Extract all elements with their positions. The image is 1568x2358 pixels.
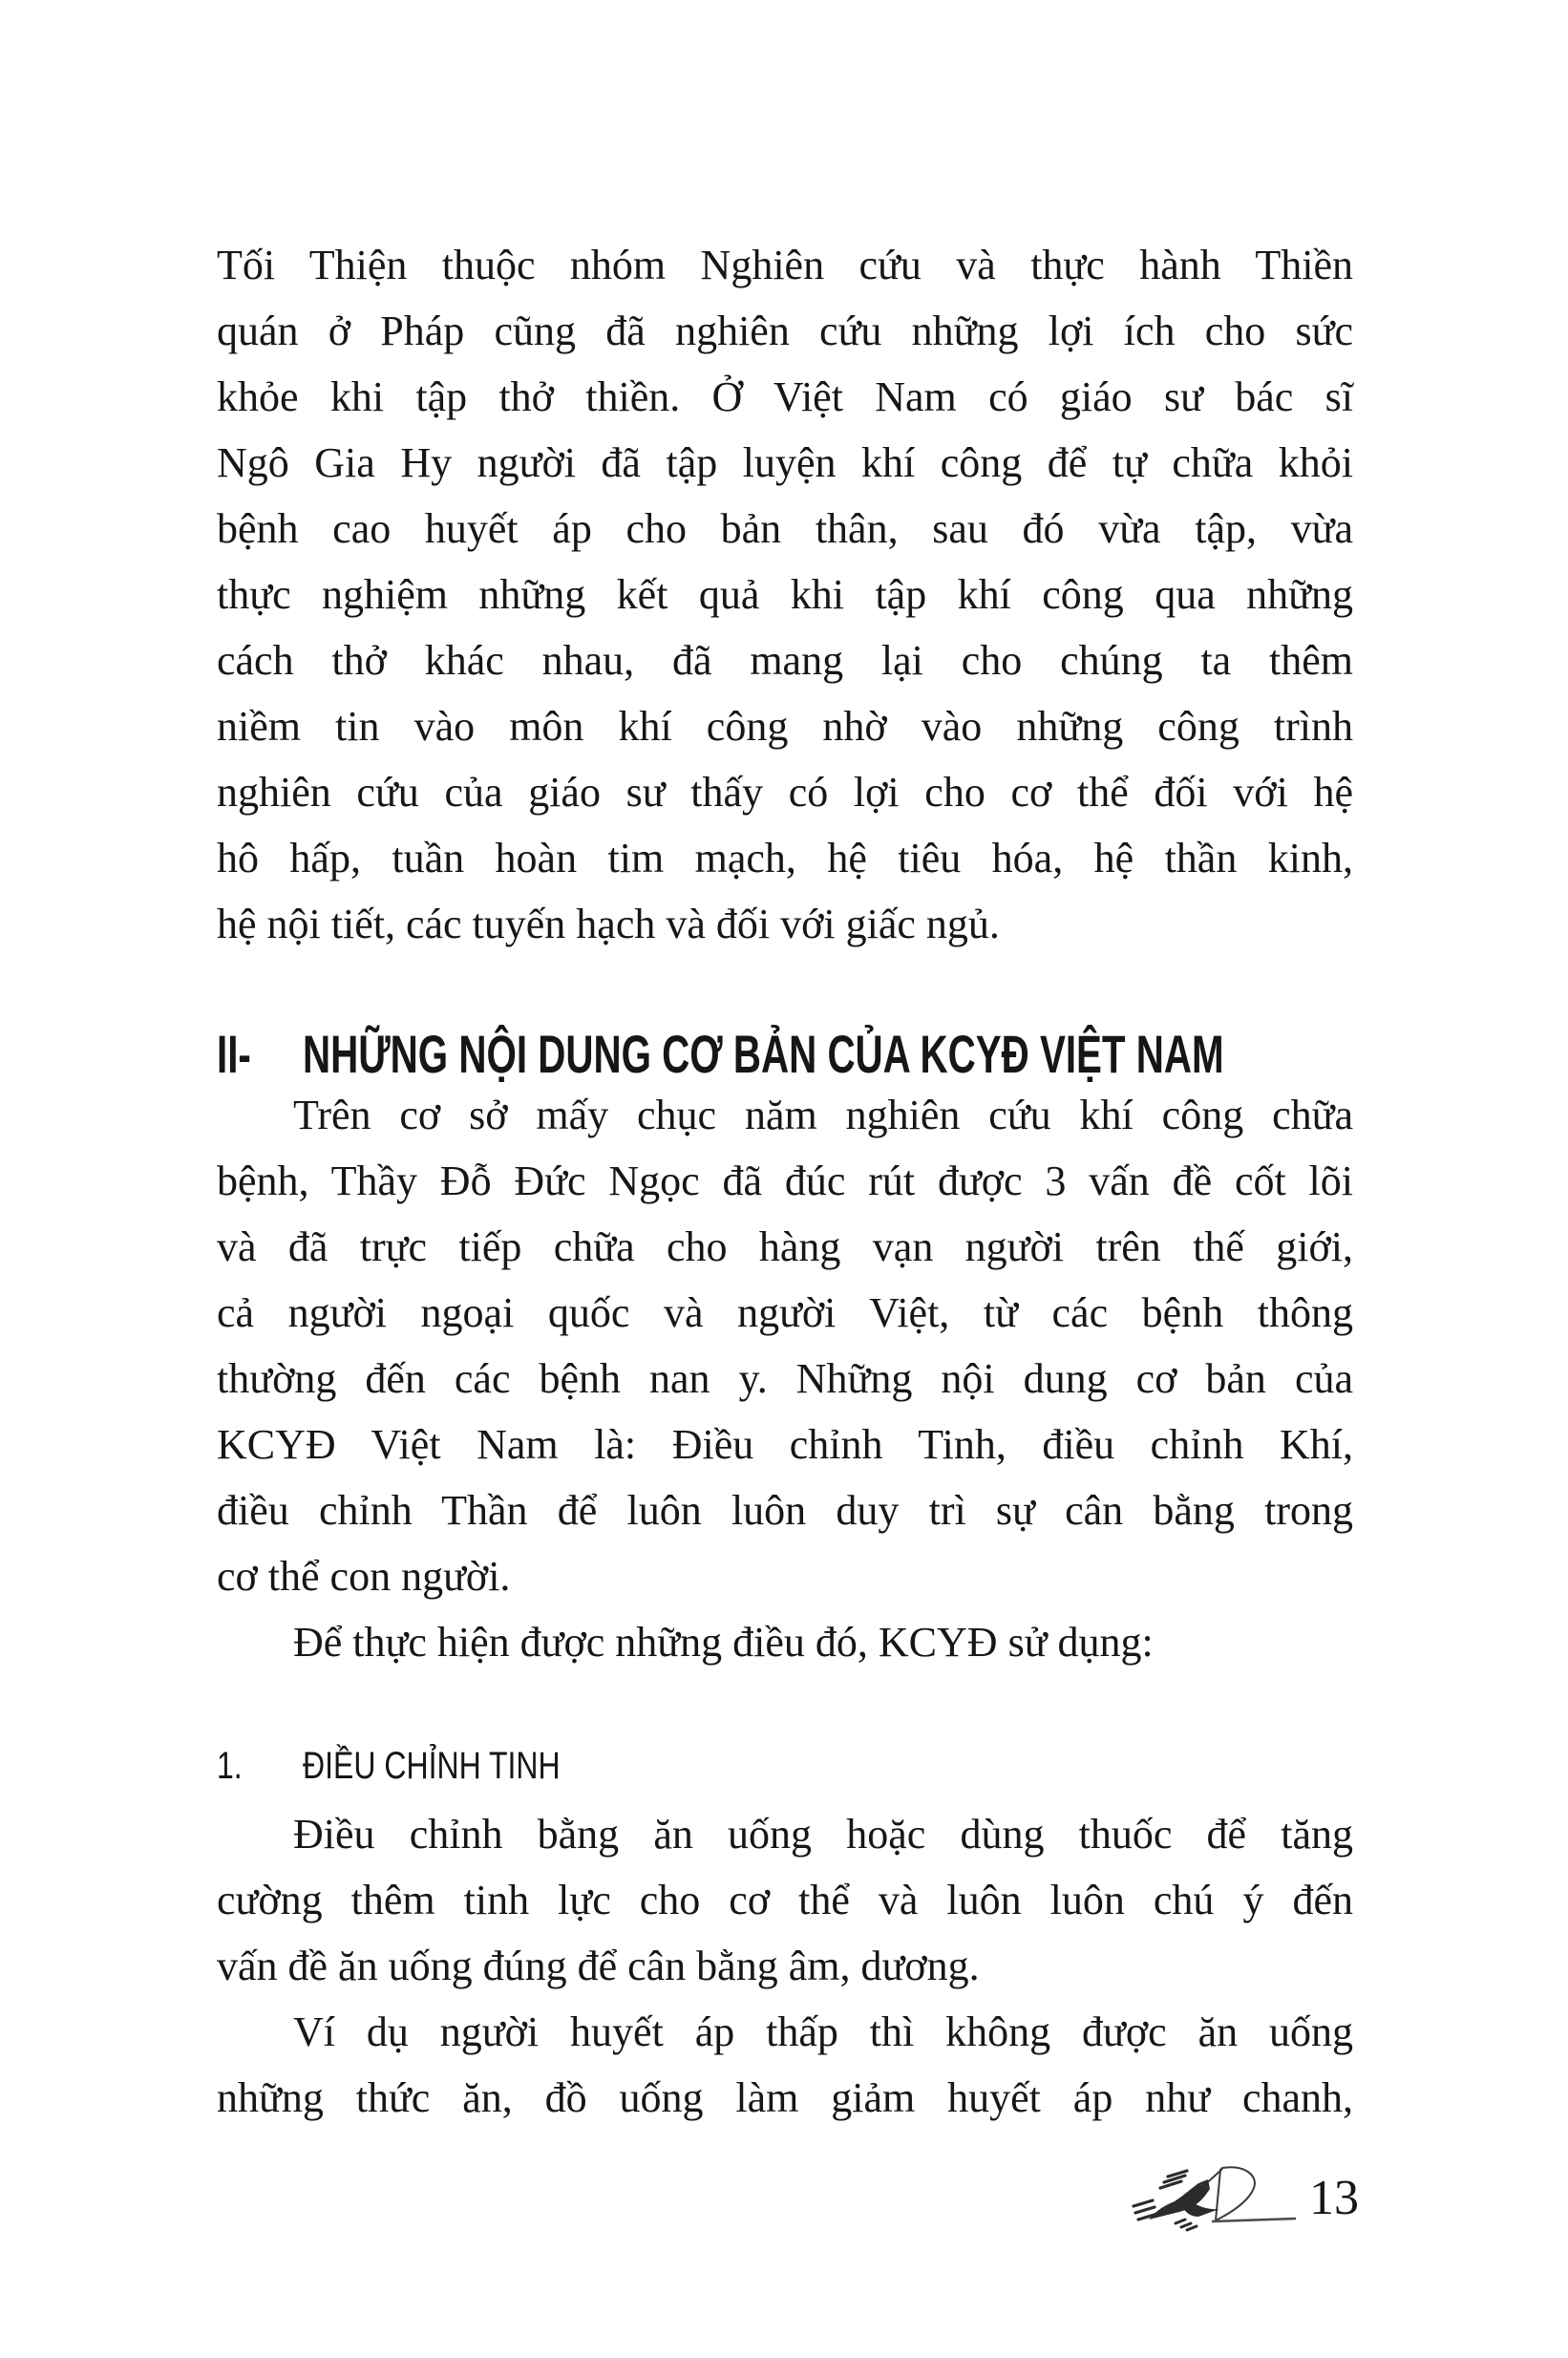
text-column	[217, 232, 1353, 2131]
text-line: và đã trực tiếp chữa cho hàng vạn người trên thế giới,	[217, 1223, 1353, 1270]
subsection-number: 1.	[217, 1744, 243, 1787]
text-line: hô hấp, tuần hoàn tim mạch, hệ tiêu hóa, hệ thần kinh,	[217, 835, 1353, 882]
text-line: Điều chỉnh bằng ăn uống hoặc dùng thuốc để tăng	[293, 1811, 1353, 1858]
text-line: những thức ăn, đồ uống làm giảm huyết áp như chanh,	[217, 2074, 1353, 2121]
text-line: bệnh cao huyết áp cho bản thân, sau đó vừa tập, vừa	[217, 505, 1353, 552]
text-line: KCYĐ Việt Nam là: Điều chỉnh Tinh, điều chỉnh Khí,	[217, 1421, 1353, 1468]
text-line: cơ thể con người.	[217, 1553, 511, 1600]
text-line: cách thở khác nhau, đã mang lại cho chúng ta thêm	[217, 637, 1353, 684]
subsection-title: ĐIỀU CHỈNH TINH	[303, 1744, 561, 1787]
section-heading-ii	[217, 1025, 1353, 1082]
paragraph	[217, 1082, 1353, 1609]
paragraph	[217, 1609, 1353, 1675]
text-line: bệnh, Thầy Đỗ Đức Ngọc đã đúc rút được 3 vấn đề cốt lõi	[217, 1158, 1353, 1204]
text-line: quán ở Pháp cũng đã nghiên cứu những lợi ích cho sức	[217, 308, 1353, 354]
paragraph	[217, 1801, 1353, 1999]
text-line: hệ nội tiết, các tuyến hạch và đối với giấc ngủ.	[217, 901, 1000, 947]
text-line: khỏe khi tập thở thiền. Ở Việt Nam có giáo sư bác sĩ	[217, 373, 1353, 420]
paragraph	[217, 232, 1353, 957]
text-line: cả người ngoại quốc và người Việt, từ các bệnh thông	[217, 1289, 1353, 1336]
subsection-heading-1	[217, 1744, 1353, 1788]
text-line: vấn đề ăn uống đúng để cân bằng âm, dương.	[217, 1943, 980, 1989]
text-line: thường đến các bệnh nan y. Những nội dung cơ bản của	[217, 1355, 1353, 1402]
text-line: Ngô Gia Hy người đã tập luyện khí công để tự chữa khỏi	[217, 439, 1353, 486]
section-number: II-	[217, 1023, 251, 1084]
text-line: điều chỉnh Thần để luôn luôn duy trì sự cân bằng trong	[217, 1487, 1353, 1534]
section-title: NHỮNG NỘI DUNG CƠ BẢN CỦA KCYĐ VIỆT NAM	[303, 1023, 1224, 1084]
text-line: cường thêm tinh lực cho cơ thể và luôn luôn chú ý đến	[217, 1877, 1353, 1923]
text-line: nghiên cứu của giáo sư thấy có lợi cho cơ thể đối với hệ	[217, 769, 1353, 816]
text-line: Trên cơ sở mấy chục năm nghiên cứu khí công chữa	[293, 1092, 1353, 1138]
text-line: Ví dụ người huyết áp thấp thì không được ăn uống	[293, 2008, 1353, 2055]
flying-crane-logo-icon	[1132, 2156, 1305, 2235]
page-number: 13	[1309, 2171, 1359, 2225]
text-line: niềm tin vào môn khí công nhờ vào những công trình	[217, 703, 1353, 750]
text-line: Tối Thiện thuộc nhóm Nghiên cứu và thực hành Thiền	[217, 242, 1353, 288]
text-line: Để thực hiện được những điều đó, KCYĐ sử dụng:	[293, 1619, 1154, 1666]
paragraph	[217, 1999, 1353, 2131]
text-line: thực nghiệm những kết quả khi tập khí công qua những	[217, 571, 1353, 618]
page-footer	[1132, 2156, 1380, 2247]
